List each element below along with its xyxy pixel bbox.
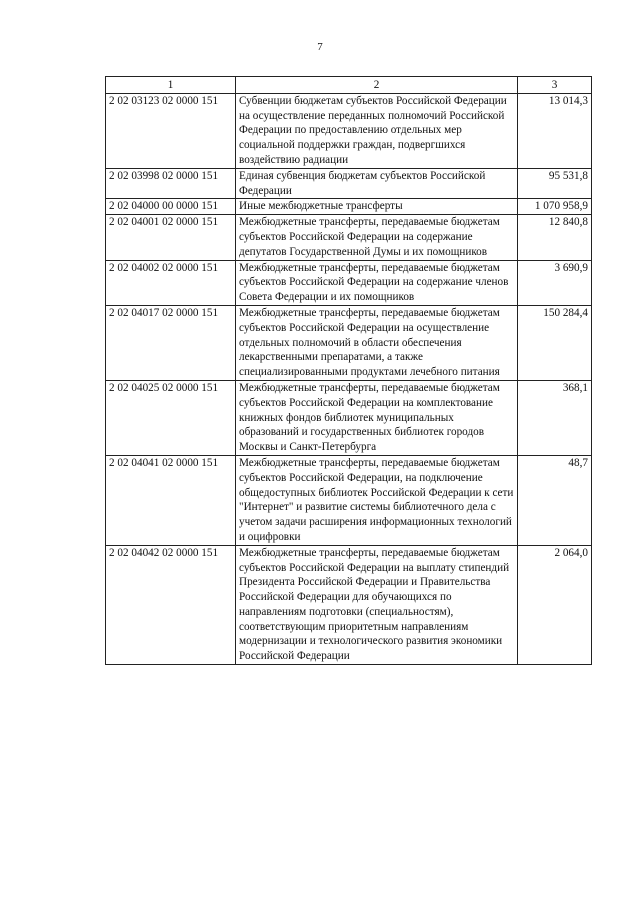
table-row bbox=[106, 93, 592, 168]
budget-code: 2 02 04041 02 0000 151 bbox=[106, 455, 236, 545]
table-row bbox=[106, 305, 592, 380]
budget-item-name: Межбюджетные трансферты, передаваемые бюджетам субъектов Российской Федерации на комплектование книжных фондов библиотек муниципальных образований и государственных библиотек городов Москвы и Санкт-Петербурга bbox=[236, 380, 518, 455]
budget-amount: 1 070 958,9 bbox=[518, 199, 592, 215]
budget-amount: 95 531,8 bbox=[518, 168, 592, 199]
budget-code: 2 02 04025 02 0000 151 bbox=[106, 380, 236, 455]
budget-code: 2 02 04001 02 0000 151 bbox=[106, 215, 236, 260]
budget-item-name: Межбюджетные трансферты, передаваемые бюджетам субъектов Российской Федерации на выплату стипендий Президента Российской Федерации и Правительства Российской Федерации для обучающихся по направлениям подготовки (специальностям), соответствующим приоритетным направлениям модернизации и технологического развития экономики Российской Федерации bbox=[236, 545, 518, 664]
table-row bbox=[106, 199, 592, 215]
table-header-row bbox=[106, 77, 592, 94]
budget-item-name: Единая субвенция бюджетам субъектов Российской Федерации bbox=[236, 168, 518, 199]
budget-code: 2 02 04017 02 0000 151 bbox=[106, 305, 236, 380]
budget-code: 2 02 04042 02 0000 151 bbox=[106, 545, 236, 664]
budget-amount: 368,1 bbox=[518, 380, 592, 455]
budget-amount: 48,7 bbox=[518, 455, 592, 545]
table-row bbox=[106, 455, 592, 545]
budget-table bbox=[105, 76, 592, 665]
budget-amount: 13 014,3 bbox=[518, 93, 592, 168]
budget-item-name: Межбюджетные трансферты, передаваемые бюджетам субъектов Российской Федерации на содержание депутатов Государственной Думы и их помощников bbox=[236, 215, 518, 260]
budget-code: 2 02 04000 00 0000 151 bbox=[106, 199, 236, 215]
budget-code: 2 02 04002 02 0000 151 bbox=[106, 260, 236, 305]
budget-code: 2 02 03123 02 0000 151 bbox=[106, 93, 236, 168]
page-number: 7 bbox=[317, 41, 323, 53]
table-row bbox=[106, 380, 592, 455]
table-row bbox=[106, 215, 592, 260]
column-header-2: 2 bbox=[236, 77, 518, 94]
column-header-1: 1 bbox=[106, 77, 236, 94]
table-row bbox=[106, 168, 592, 199]
column-header-3: 3 bbox=[518, 77, 592, 94]
budget-item-name: Межбюджетные трансферты, передаваемые бюджетам субъектов Российской Федерации, на подключение общедоступных библиотек Российской Федерации к сети "Интернет" и развитие системы библиотечного дела с учетом задачи расширения информационных технологий и оцифровки bbox=[236, 455, 518, 545]
table-row bbox=[106, 545, 592, 664]
budget-item-name: Иные межбюджетные трансферты bbox=[236, 199, 518, 215]
budget-item-name: Межбюджетные трансферты, передаваемые бюджетам субъектов Российской Федерации на содержание членов Совета Федерации и их помощников bbox=[236, 260, 518, 305]
budget-item-name: Субвенции бюджетам субъектов Российской Федерации на осуществление переданных полномочий Российской Федерации по предоставлению отдельных мер социальной поддержки граждан, подвергшихся воздействию радиации bbox=[236, 93, 518, 168]
budget-code: 2 02 03998 02 0000 151 bbox=[106, 168, 236, 199]
budget-amount: 12 840,8 bbox=[518, 215, 592, 260]
budget-amount: 2 064,0 bbox=[518, 545, 592, 664]
budget-amount: 150 284,4 bbox=[518, 305, 592, 380]
budget-amount: 3 690,9 bbox=[518, 260, 592, 305]
budget-item-name: Межбюджетные трансферты, передаваемые бюджетам субъектов Российской Федерации на осуществление отдельных полномочий в области обеспечения лекарственными препаратами, а также специализированными продуктами лечебного питания bbox=[236, 305, 518, 380]
table-row bbox=[106, 260, 592, 305]
